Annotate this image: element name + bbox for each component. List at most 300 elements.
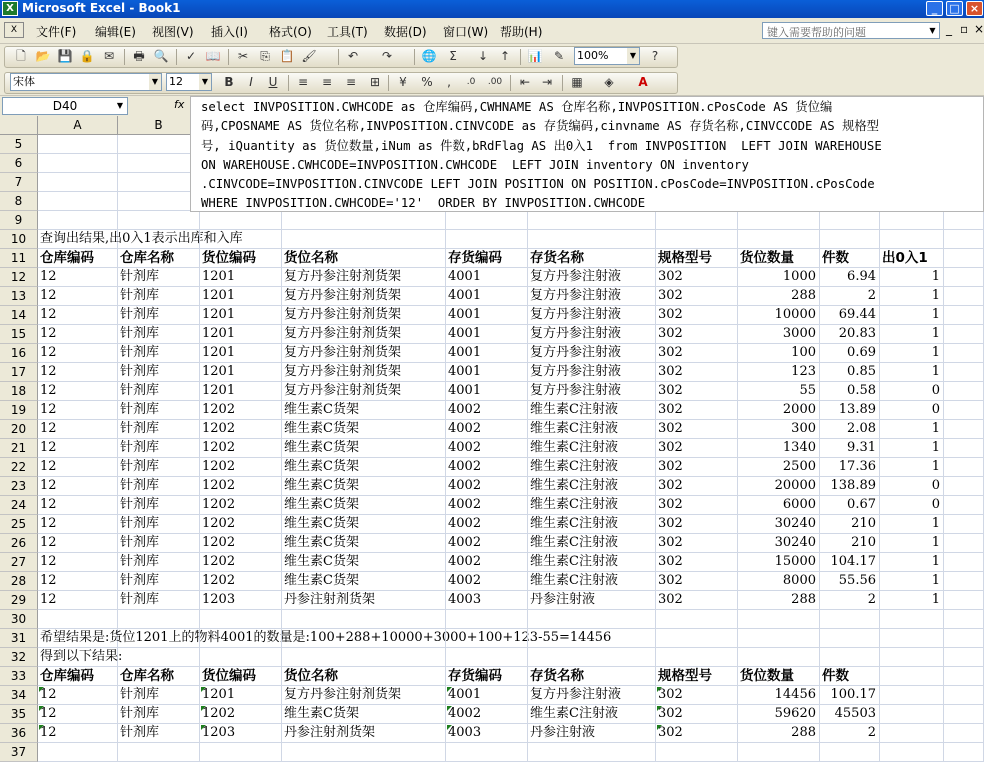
merge-center-icon[interactable]: ⊞ [369,75,381,89]
data-cell[interactable] [38,591,118,610]
data-cell[interactable] [880,344,944,363]
header-cell[interactable] [118,249,200,268]
undo-icon[interactable]: ↶ [347,49,359,63]
data-cell[interactable] [820,382,880,401]
comma-style-icon[interactable]: , [447,75,451,89]
data-cell[interactable] [446,553,528,572]
autosum-icon[interactable]: Σ [449,49,457,63]
cell[interactable] [446,743,528,762]
data-cell[interactable] [820,477,880,496]
data-cell[interactable] [200,287,282,306]
result-cell[interactable] [446,724,528,743]
close-button[interactable]: × [966,1,983,16]
data-cell[interactable] [118,477,200,496]
data-cell[interactable] [738,458,820,477]
data-cell[interactable] [820,420,880,439]
cell[interactable] [944,496,984,515]
row-header[interactable]: 17 [0,363,38,382]
cell[interactable] [944,249,984,268]
data-cell[interactable] [528,382,656,401]
data-cell[interactable] [880,363,944,382]
data-cell[interactable] [656,477,738,496]
data-cell[interactable] [738,363,820,382]
menu-tools[interactable]: 工具(T) [327,25,368,39]
row-header[interactable]: 9 [0,211,38,230]
data-cell[interactable] [118,572,200,591]
cell[interactable] [282,610,446,629]
cell[interactable] [880,686,944,705]
data-cell[interactable] [38,420,118,439]
cell[interactable] [944,648,984,667]
cell[interactable] [200,211,282,230]
cell[interactable] [738,629,820,648]
row-header[interactable]: 13 [0,287,38,306]
data-cell[interactable] [446,306,528,325]
cell[interactable] [282,230,446,249]
cell[interactable] [446,230,528,249]
data-cell[interactable] [282,553,446,572]
chevron-down-icon[interactable]: ▼ [116,101,123,110]
data-cell[interactable] [880,477,944,496]
result-cell[interactable] [118,705,200,724]
result-cell[interactable] [656,705,738,724]
cell[interactable] [820,629,880,648]
data-cell[interactable] [38,325,118,344]
result-header-cell[interactable] [200,667,282,686]
maximize-button[interactable]: □ [946,1,963,16]
header-cell[interactable] [656,249,738,268]
data-cell[interactable] [738,477,820,496]
cell[interactable] [528,211,656,230]
format-painter-icon[interactable]: 🖌 [301,49,317,63]
hyperlink-icon[interactable]: 🌐 [421,49,437,63]
data-cell[interactable] [446,382,528,401]
column-header-a[interactable]: A [38,116,118,135]
data-cell[interactable] [656,496,738,515]
row-header[interactable]: 29 [0,591,38,610]
row-header[interactable]: 24 [0,496,38,515]
data-cell[interactable] [738,268,820,287]
data-cell[interactable] [282,591,446,610]
cell[interactable] [118,211,200,230]
cell[interactable] [118,135,200,154]
sort-descending-icon[interactable]: ↑ [499,49,511,63]
insert-function-icon[interactable]: fx [174,98,185,111]
cell[interactable] [944,553,984,572]
data-cell[interactable] [880,572,944,591]
data-cell[interactable] [528,287,656,306]
cell[interactable] [38,743,118,762]
result-cell[interactable] [528,686,656,705]
cell[interactable] [200,648,282,667]
align-center-icon[interactable]: ≡ [321,75,333,89]
data-cell[interactable] [200,401,282,420]
result-cell[interactable] [118,686,200,705]
cell[interactable] [944,629,984,648]
row-header[interactable]: 31 [0,629,38,648]
cell[interactable] [446,610,528,629]
redo-icon[interactable]: ↷ [381,49,393,63]
data-cell[interactable] [282,363,446,382]
data-cell[interactable] [446,344,528,363]
chevron-down-icon[interactable]: ▼ [149,74,161,90]
data-cell[interactable] [200,477,282,496]
data-cell[interactable] [446,534,528,553]
data-cell[interactable] [656,325,738,344]
data-cell[interactable] [446,325,528,344]
cell[interactable] [820,648,880,667]
row-header[interactable]: 20 [0,420,38,439]
menu-view[interactable]: 视图(V) [152,25,194,39]
data-cell[interactable] [820,572,880,591]
font-select[interactable] [10,73,162,91]
result-header-cell[interactable] [282,667,446,686]
row-header[interactable]: 21 [0,439,38,458]
cell[interactable] [446,629,528,648]
row-header[interactable]: 30 [0,610,38,629]
cell[interactable] [118,154,200,173]
data-cell[interactable] [880,325,944,344]
header-cell[interactable] [820,249,880,268]
data-cell[interactable] [656,363,738,382]
data-cell[interactable] [880,591,944,610]
data-cell[interactable] [528,591,656,610]
data-cell[interactable] [200,306,282,325]
result-header-cell[interactable] [528,667,656,686]
data-cell[interactable] [880,420,944,439]
data-cell[interactable] [820,591,880,610]
menu-window[interactable]: 窗口(W) [443,25,489,39]
formula-input[interactable] [190,96,984,212]
data-cell[interactable] [282,344,446,363]
menu-data[interactable]: 数据(D) [384,25,427,39]
data-cell[interactable] [738,496,820,515]
menu-edit[interactable]: 编辑(E) [95,25,136,39]
data-cell[interactable] [38,268,118,287]
row-header[interactable]: 32 [0,648,38,667]
result-cell[interactable] [282,705,446,724]
data-cell[interactable] [200,268,282,287]
data-cell[interactable] [738,439,820,458]
menu-help[interactable]: 帮助(H) [500,25,543,39]
help-search-input[interactable] [762,22,940,39]
row-header[interactable]: 36 [0,724,38,743]
data-cell[interactable] [282,477,446,496]
cell[interactable] [282,743,446,762]
data-cell[interactable] [200,325,282,344]
data-cell[interactable] [200,420,282,439]
result-cell[interactable] [118,724,200,743]
data-cell[interactable] [446,401,528,420]
cell[interactable] [38,135,118,154]
data-cell[interactable] [528,363,656,382]
result-cell[interactable] [528,724,656,743]
data-cell[interactable] [446,515,528,534]
data-cell[interactable] [118,287,200,306]
data-cell[interactable] [282,515,446,534]
cell[interactable] [38,173,118,192]
result-header-cell[interactable] [118,667,200,686]
data-cell[interactable] [282,420,446,439]
data-cell[interactable] [200,515,282,534]
data-cell[interactable] [118,534,200,553]
cell[interactable] [944,420,984,439]
doc-restore-icon[interactable]: ▫ [960,22,969,36]
data-cell[interactable] [118,382,200,401]
data-cell[interactable] [38,458,118,477]
cell[interactable] [38,610,118,629]
increase-decimal-icon[interactable]: .0 [466,77,476,87]
data-cell[interactable] [528,477,656,496]
cell[interactable] [820,610,880,629]
data-cell[interactable] [880,306,944,325]
row-header[interactable]: 6 [0,154,38,173]
doc-minimize-icon[interactable]: _ [946,22,952,36]
data-cell[interactable] [118,325,200,344]
data-cell[interactable] [880,458,944,477]
data-cell[interactable] [118,306,200,325]
cell[interactable] [944,306,984,325]
cell[interactable] [880,648,944,667]
data-cell[interactable] [880,287,944,306]
result-header-cell[interactable] [738,667,820,686]
bold-icon[interactable]: B [224,75,234,89]
cell[interactable] [656,743,738,762]
data-cell[interactable] [738,382,820,401]
cell[interactable] [880,629,944,648]
data-cell[interactable] [820,344,880,363]
data-cell[interactable] [282,458,446,477]
data-cell[interactable] [656,420,738,439]
data-cell[interactable] [820,534,880,553]
doc-close-icon[interactable]: × [974,22,984,36]
row-header[interactable]: 25 [0,515,38,534]
permission-icon[interactable]: 🔒 [79,49,95,63]
cell[interactable] [880,743,944,762]
data-cell[interactable] [446,591,528,610]
cell[interactable] [738,743,820,762]
row-header[interactable]: 7 [0,173,38,192]
data-cell[interactable] [528,534,656,553]
data-cell[interactable] [738,325,820,344]
minimize-button[interactable]: _ [926,1,943,16]
header-cell[interactable] [528,249,656,268]
cell[interactable] [118,743,200,762]
data-cell[interactable] [656,572,738,591]
row-header[interactable]: 5 [0,135,38,154]
cell[interactable] [944,363,984,382]
result-cell[interactable] [738,724,820,743]
data-cell[interactable] [880,496,944,515]
data-cell[interactable] [738,401,820,420]
data-cell[interactable] [656,515,738,534]
data-cell[interactable] [820,325,880,344]
cell[interactable] [118,610,200,629]
cell[interactable] [944,230,984,249]
zoom-select[interactable] [574,47,640,65]
cell[interactable] [528,629,656,648]
menu-file[interactable]: 文件(F) [36,25,77,39]
data-cell[interactable] [446,458,528,477]
data-cell[interactable] [200,344,282,363]
data-cell[interactable] [38,287,118,306]
cell[interactable] [200,610,282,629]
row-header[interactable]: 8 [0,192,38,211]
data-cell[interactable] [200,553,282,572]
cell[interactable] [118,648,200,667]
font-color-icon[interactable]: A [638,75,648,89]
result-note[interactable] [38,648,123,667]
result-cell[interactable] [528,705,656,724]
data-cell[interactable] [738,591,820,610]
cell[interactable] [738,211,820,230]
cell[interactable] [738,648,820,667]
data-cell[interactable] [880,382,944,401]
row-header[interactable]: 23 [0,477,38,496]
cell[interactable] [944,572,984,591]
cell[interactable] [118,192,200,211]
cell[interactable] [820,230,880,249]
cell[interactable] [446,648,528,667]
cell[interactable] [282,211,446,230]
data-cell[interactable] [656,401,738,420]
chevron-down-icon[interactable]: ▼ [627,48,639,64]
cell[interactable] [944,686,984,705]
row-header[interactable]: 22 [0,458,38,477]
data-cell[interactable] [880,401,944,420]
print-icon[interactable]: 🖶 [133,49,145,63]
result-header-cell[interactable] [446,667,528,686]
data-cell[interactable] [820,496,880,515]
data-cell[interactable] [282,306,446,325]
data-cell[interactable] [820,515,880,534]
column-header-b[interactable]: B [118,116,200,135]
cell[interactable] [118,230,200,249]
data-cell[interactable] [528,572,656,591]
cell[interactable] [880,705,944,724]
cell[interactable] [944,515,984,534]
result-cell[interactable] [38,686,118,705]
row-header[interactable]: 27 [0,553,38,572]
worksheet-grid[interactable] [0,116,984,766]
cell[interactable] [944,344,984,363]
result-cell[interactable] [200,724,282,743]
email-icon[interactable]: ✉ [103,49,115,63]
chart-wizard-icon[interactable]: 📊 [527,49,543,63]
data-cell[interactable] [118,344,200,363]
cell[interactable] [200,743,282,762]
data-cell[interactable] [738,306,820,325]
data-cell[interactable] [118,268,200,287]
row-header[interactable]: 19 [0,401,38,420]
cell[interactable] [528,610,656,629]
cell[interactable] [944,667,984,686]
underline-icon[interactable]: U [268,75,278,89]
cell[interactable] [118,173,200,192]
open-icon[interactable]: 📂 [35,49,51,63]
data-cell[interactable] [656,553,738,572]
data-cell[interactable] [38,477,118,496]
row-header[interactable]: 11 [0,249,38,268]
data-cell[interactable] [528,344,656,363]
decrease-indent-icon[interactable]: ⇤ [519,75,531,89]
result-cell[interactable] [282,724,446,743]
data-cell[interactable] [38,344,118,363]
data-cell[interactable] [656,268,738,287]
data-cell[interactable] [118,591,200,610]
row-header[interactable]: 18 [0,382,38,401]
cell[interactable] [38,192,118,211]
cell[interactable] [446,211,528,230]
header-cell[interactable] [38,249,118,268]
data-cell[interactable] [738,287,820,306]
data-cell[interactable] [528,306,656,325]
workbook-icon[interactable]: X [4,22,24,38]
data-cell[interactable] [528,401,656,420]
data-cell[interactable] [282,496,446,515]
data-cell[interactable] [656,439,738,458]
result-cell[interactable] [738,705,820,724]
cell[interactable] [880,211,944,230]
cell[interactable] [200,629,282,648]
data-cell[interactable] [528,553,656,572]
data-cell[interactable] [38,401,118,420]
data-cell[interactable] [200,534,282,553]
cell[interactable] [944,534,984,553]
data-cell[interactable] [528,515,656,534]
cell[interactable] [656,230,738,249]
data-cell[interactable] [118,401,200,420]
cell[interactable] [738,230,820,249]
data-cell[interactable] [820,287,880,306]
data-cell[interactable] [738,515,820,534]
data-cell[interactable] [820,401,880,420]
data-cell[interactable] [118,553,200,572]
chevron-down-icon[interactable]: ▼ [199,74,211,90]
result-header-cell[interactable] [38,667,118,686]
data-cell[interactable] [446,287,528,306]
data-cell[interactable] [118,496,200,515]
cell[interactable] [944,610,984,629]
data-cell[interactable] [282,325,446,344]
cell[interactable] [944,439,984,458]
result-cell[interactable] [38,724,118,743]
sort-ascending-icon[interactable]: ↓ [477,49,489,63]
result-cell[interactable] [446,705,528,724]
data-cell[interactable] [282,401,446,420]
cell[interactable] [528,230,656,249]
data-cell[interactable] [38,363,118,382]
row-header[interactable]: 15 [0,325,38,344]
menu-format[interactable]: 格式(O) [269,25,312,39]
menu-insert[interactable]: 插入(I) [211,25,248,39]
header-cell[interactable] [880,249,944,268]
result-cell[interactable] [820,686,880,705]
data-cell[interactable] [656,534,738,553]
data-cell[interactable] [38,534,118,553]
data-cell[interactable] [820,458,880,477]
save-icon[interactable]: 💾 [57,49,73,63]
data-cell[interactable] [656,382,738,401]
name-box[interactable] [2,97,128,115]
data-cell[interactable] [200,572,282,591]
result-cell[interactable] [820,705,880,724]
cell[interactable] [880,724,944,743]
data-cell[interactable] [118,363,200,382]
cell[interactable] [944,705,984,724]
data-cell[interactable] [38,553,118,572]
result-cell[interactable] [282,686,446,705]
